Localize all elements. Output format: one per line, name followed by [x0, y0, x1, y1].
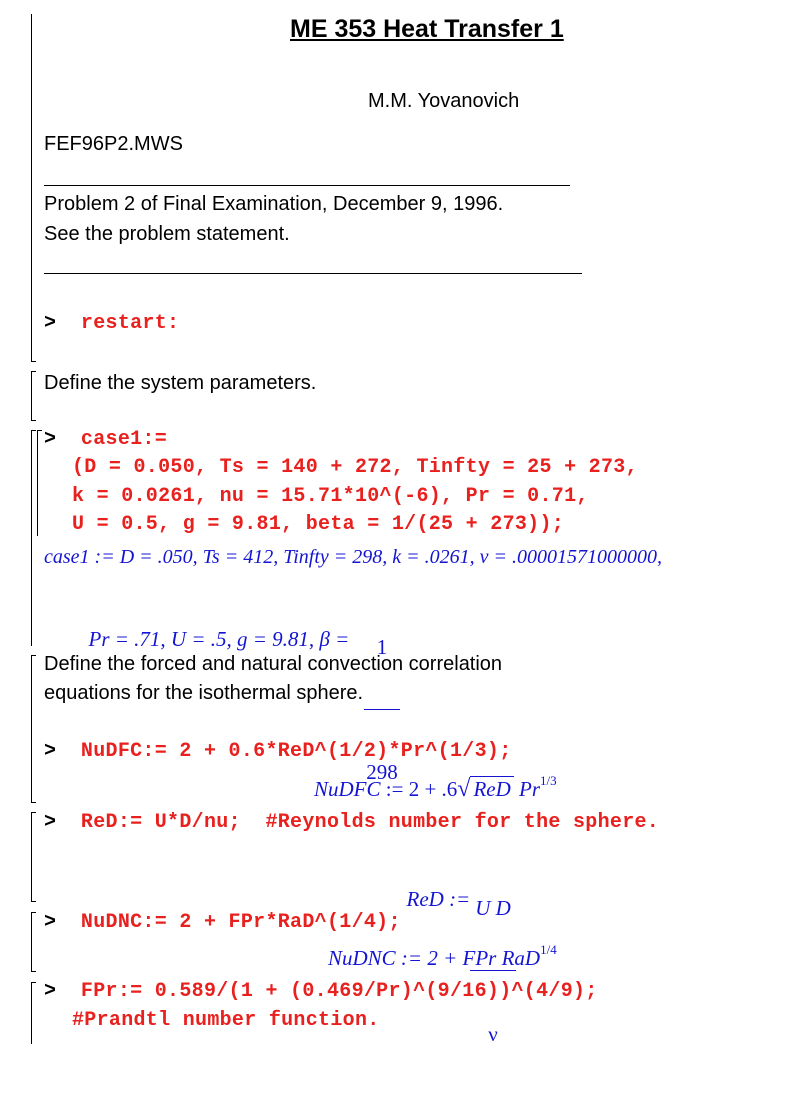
params-text: Define the system parameters.: [44, 372, 317, 394]
red-denominator: ν: [488, 1022, 498, 1046]
red-command: ReD:= U*D/nu; #Reynolds number for the sphere.: [80, 811, 660, 834]
group-bracket-case1-inner-start: [37, 430, 42, 431]
red-numerator: U D: [475, 896, 511, 920]
group-bracket-corr-start: [31, 655, 36, 656]
divider-top: [44, 185, 570, 186]
case1-line-2: (D = 0.050, Ts = 140 + 272, Tinfty = 25 + 273,: [72, 456, 638, 479]
group-bracket-params-start: [31, 371, 36, 372]
problem-line-2: See the problem statement.: [44, 223, 290, 245]
nudfc-radicand: ReD: [470, 776, 513, 801]
case1-output-line-1: case1 := D = .050, Ts = 412, Tinfty = 298, k = .0261, ν = .00001571000000,: [44, 546, 663, 568]
group-bracket-nudnc-end: [31, 971, 36, 972]
nudfc-exponent: 1/3: [540, 773, 557, 788]
fraction-bar: [364, 709, 400, 710]
nudfc-pr: Pr: [519, 777, 541, 801]
input-restart[interactable]: [44, 312, 179, 335]
prompt-symbol: >: [44, 980, 57, 1003]
nudnc-output: [328, 942, 557, 971]
input-fpr[interactable]: [44, 980, 598, 1003]
nudfc-output: [314, 773, 557, 803]
group-bracket-case1: [31, 430, 32, 646]
prompt-symbol: >: [44, 428, 57, 451]
input-case1[interactable]: [44, 428, 167, 451]
prompt-symbol: >: [44, 312, 57, 335]
group-bracket-red-end: [31, 901, 36, 902]
group-bracket-case1-inner: [37, 430, 38, 536]
case1-line-4: U = 0.5, g = 9.81, beta = 1/(25 + 273));: [72, 513, 565, 536]
beta-denominator: 298: [366, 760, 398, 784]
restart-command: restart:: [80, 312, 180, 335]
nudfc-lhs: NuDFC: [314, 777, 381, 801]
case1-line-1: case1:=: [80, 428, 168, 451]
corr-text-line-1: Define the forced and natural convection correlation: [44, 653, 503, 675]
input-red[interactable]: [44, 811, 659, 834]
prompt-symbol: >: [44, 740, 57, 763]
page-title: ME 353 Heat Transfer 1: [290, 15, 564, 43]
group-bracket-case1-start: [31, 430, 36, 431]
problem-line-1: Problem 2 of Final Examination, December 9, 1996.: [44, 193, 504, 215]
group-bracket-header: [31, 14, 32, 362]
nudfc-command: NuDFC:= 2 + 0.6*ReD^(1/2)*Pr^(1/3);: [80, 740, 512, 763]
red-fraction: [470, 846, 516, 1097]
nudnc-expression: NuDNC := 2 + FPr RaD: [328, 946, 541, 970]
author: M.M. Yovanovich: [368, 90, 520, 112]
fpr-line-1: FPr:= 0.589/(1 + (0.469/Pr)^(9/16))^(4/9);: [80, 980, 598, 1003]
group-bracket-corr-end: [31, 802, 36, 803]
group-bracket-corr: [31, 655, 32, 803]
group-bracket-fpr-start: [31, 982, 36, 983]
prompt-symbol: >: [44, 811, 57, 834]
input-nudnc[interactable]: [44, 911, 401, 934]
nudnc-exponent: 1/4: [540, 942, 557, 957]
case1-output-prefix: Pr = .71, U = .5, g = 9.81, β =: [88, 627, 350, 651]
nudnc-command: NuDNC:= 2 + FPr*RaD^(1/4);: [80, 911, 401, 934]
fpr-line-2: #Prandtl number function.: [72, 1009, 380, 1032]
group-bracket-nudnc-start: [31, 912, 36, 913]
beta-numerator: 1: [376, 635, 388, 659]
group-bracket-fpr: [31, 982, 32, 1044]
corr-text-line-2: equations for the isothermal sphere.: [44, 682, 364, 704]
group-bracket-red-start: [31, 812, 36, 813]
divider-bottom: [44, 273, 582, 274]
case1-line-3: k = 0.0261, nu = 15.71*10^(-6), Pr = 0.71,: [72, 485, 589, 508]
sqrt-icon: √: [457, 776, 471, 802]
prompt-symbol: >: [44, 911, 57, 934]
nudfc-mid: := 2 + .6: [380, 777, 458, 801]
group-bracket-header-end: [31, 361, 36, 362]
red-lhs: ReD :=: [406, 887, 471, 911]
group-bracket-nudnc: [31, 912, 32, 972]
input-nudfc[interactable]: [44, 740, 512, 763]
group-bracket-params-end: [31, 420, 36, 421]
filename: FEF96P2.MWS: [44, 133, 183, 155]
group-bracket-red: [31, 812, 32, 902]
group-bracket-params: [31, 371, 32, 421]
